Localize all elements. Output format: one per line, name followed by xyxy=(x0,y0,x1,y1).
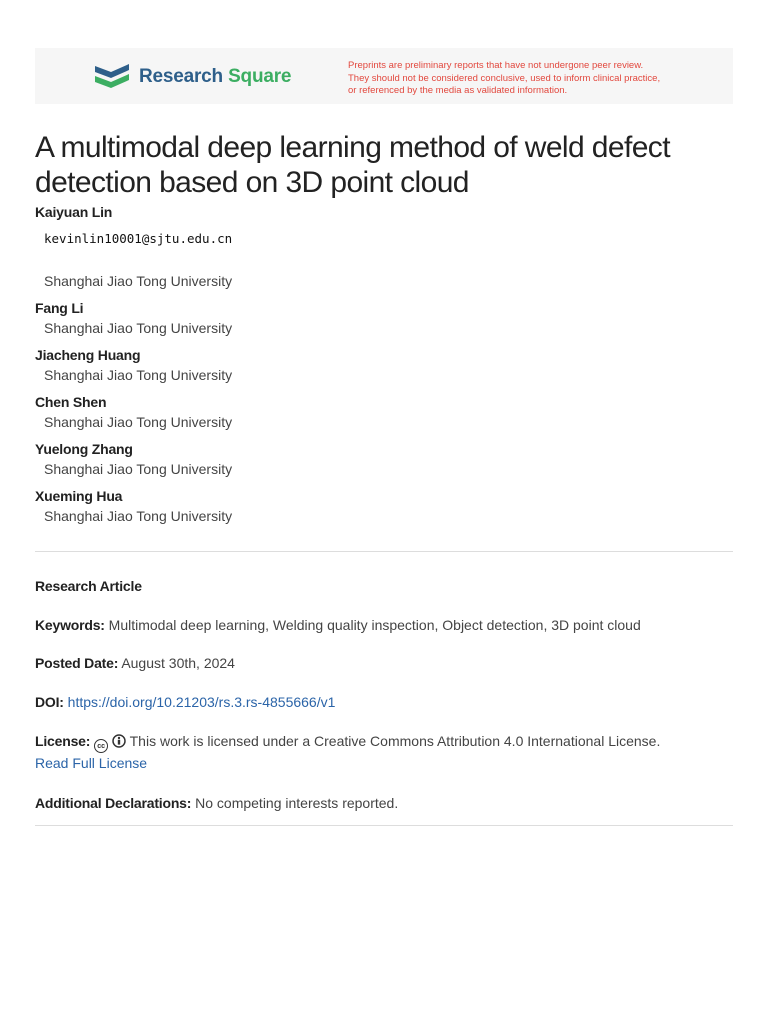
article-type xyxy=(35,576,735,596)
declarations-row xyxy=(35,793,735,813)
keywords-value: Multimodal deep learning, Welding quality inspection, Object detection, 3D point cloud xyxy=(108,617,641,633)
posted-date-label: Posted Date: xyxy=(35,655,119,671)
section-divider xyxy=(35,551,733,552)
declarations-value: No competing interests reported. xyxy=(195,795,399,811)
author-entry xyxy=(35,345,735,385)
license-label: License: xyxy=(35,733,91,749)
doi-label: DOI: xyxy=(35,694,64,710)
logo-word-square: Square xyxy=(228,66,292,87)
preprint-banner xyxy=(35,48,733,104)
author-name[interactable]: Xueming Hua xyxy=(35,488,123,504)
article-type-label: Research Article xyxy=(35,578,142,594)
author-entry xyxy=(35,392,735,432)
disclaimer-line: or referenced by the media as validated information. xyxy=(348,85,568,96)
author-entry xyxy=(35,486,735,526)
author-email[interactable]: kevinlin10001@sjtu.edu.cn xyxy=(44,231,233,246)
author-name[interactable]: Jiacheng Huang xyxy=(35,347,141,363)
keywords-label: Keywords: xyxy=(35,617,105,633)
creative-commons-icon: cc xyxy=(94,739,108,753)
research-square-logo-icon xyxy=(93,62,131,92)
author-list xyxy=(35,202,735,533)
author-affiliation: Shanghai Jiao Tong University xyxy=(44,367,233,383)
declarations-label: Additional Declarations: xyxy=(35,795,192,811)
author-entry xyxy=(35,202,735,291)
author-name[interactable]: Kaiyuan Lin xyxy=(35,204,113,220)
author-affiliation: Shanghai Jiao Tong University xyxy=(44,414,233,430)
preprint-disclaimer xyxy=(348,60,728,98)
author-entry xyxy=(35,298,735,338)
paper-title: A multimodal deep learning method of weld defect detection based on 3D point cloud xyxy=(35,131,670,200)
author-name[interactable]: Chen Shen xyxy=(35,394,107,410)
doi-row xyxy=(35,692,735,712)
research-square-logo[interactable] xyxy=(93,62,291,92)
author-affiliation: Shanghai Jiao Tong University xyxy=(44,320,233,336)
author-name[interactable]: Yuelong Zhang xyxy=(35,441,133,457)
posted-date-row xyxy=(35,653,735,673)
attribution-icon xyxy=(112,734,126,748)
logo-text xyxy=(139,66,291,88)
license-text: This work is licensed under a Creative Commons Attribution 4.0 International License. xyxy=(129,733,661,749)
disclaimer-line: Preprints are preliminary reports that have not undergone peer review. xyxy=(348,60,644,71)
author-affiliation: Shanghai Jiao Tong University xyxy=(44,461,233,477)
section-divider xyxy=(35,825,733,826)
doi-link[interactable]: https://doi.org/10.21203/rs.3.rs-4855666/v1 xyxy=(67,694,336,710)
read-full-license-link[interactable]: Read Full License xyxy=(35,755,148,771)
logo-word-research: Research xyxy=(139,66,223,87)
author-affiliation: Shanghai Jiao Tong University xyxy=(44,508,233,524)
license-row xyxy=(35,731,735,773)
keywords-row xyxy=(35,615,735,635)
posted-date-value: August 30th, 2024 xyxy=(121,655,235,671)
author-name[interactable]: Fang Li xyxy=(35,300,84,316)
disclaimer-line: They should not be considered conclusive, used to inform clinical practice, xyxy=(348,72,661,84)
author-affiliation: Shanghai Jiao Tong University xyxy=(44,273,233,289)
author-entry xyxy=(35,439,735,479)
